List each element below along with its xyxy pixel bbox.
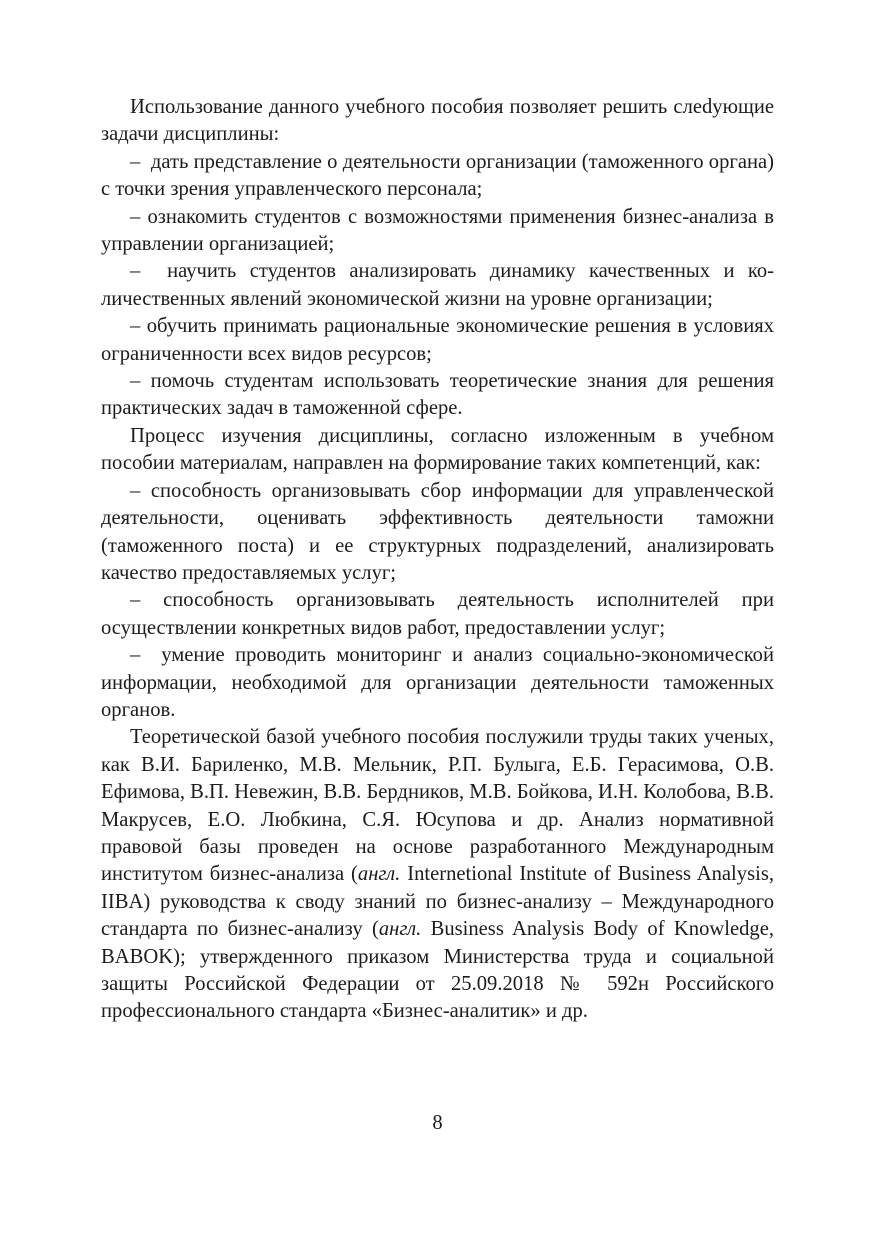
- theoretical-base-text-2: Internetional Institute of Business Analysis, IIBA) руководства к своду знаний по бизнес-анализу – Международного стандарта по бизнес-анализу (: [101, 863, 774, 941]
- paragraph-intro: Использование данного учебного пособия позволяет решить слеdующие задачи дисциплины:: [101, 96, 774, 146]
- abbreviation-engl-2: англ.: [378, 918, 422, 941]
- paragraph-competencies: Процесс изучения дисциплины, согласно изложенным в учебном пособии материалам, направлен на формирование таких компетенций, как:: [101, 424, 774, 475]
- page-body: [101, 94, 774, 1026]
- theoretical-base-text-1: Теоретической базой учебного пособия послужили труды таких ученых, как В.И. Бариленко, М.В. Мельник, Р.П. Булыга, Е.Б. Герасимова, О.В. Ефимова, В.П. Невежин, В.В. Бердников, М.В. Бойкова, И.Н. Колобова, В.В. Макрусев, Е.О. Любкина, С.Я. Юсупова и др. Анализ нормативной правовой базы проведен на основе разработанного Международным институтом бизнес-анализа (: [101, 726, 774, 886]
- list-item-competency-3: – умение проводить мониторинг и анализ социально-экономической информации, необходимой для организации деятельности таможенных органов.: [101, 644, 774, 721]
- list-item-task-4: – обучить принимать рациональные экономические решения в условиях ограниченности всех видов ресурсов;: [101, 315, 774, 365]
- list-item-task-5: – помочь студентам использовать теоретические знания для решения практических задач в таможенной сфере.: [101, 370, 774, 420]
- theoretical-base-text-3: Business Analysis Body of Knowledge, BABOK); утвержденного приказом Министерства труда и социальной защиты Российской Федерации от 25.09.2018 № 592н Российского профессионального стандарта «Бизнес-аналитик» и др.: [101, 918, 774, 1023]
- list-item-competency-2: – способность организовывать деятельность исполнителей при осуществлении конкретных видов работ, предоставлении услуг;: [101, 589, 774, 639]
- page-number: 8: [432, 1112, 443, 1134]
- list-item-task-2: – ознакомить студентов с возможностями применения бизнес-анализа в управлении организацией;: [101, 205, 774, 256]
- list-item-task-1: – дать представление о деятельности организации (таможенного органа) с точки зрения управленческого персонала;: [101, 150, 774, 201]
- abbreviation-engl-1: англ.: [357, 863, 401, 886]
- list-item-task-3: – научить студентов анализировать динамику качественных и количественных явлений экономической жизни на уровне организации;: [101, 260, 774, 310]
- list-item-competency-1: – способность организовывать сбор информации для управленческой деятельности, оценивать эффективность деятельности таможни (таможенного поста) и ее структурных подразделений, анализировать качество предоставляемых услуг;: [101, 479, 774, 584]
- paragraph-theoretical-base: [101, 724, 774, 1025]
